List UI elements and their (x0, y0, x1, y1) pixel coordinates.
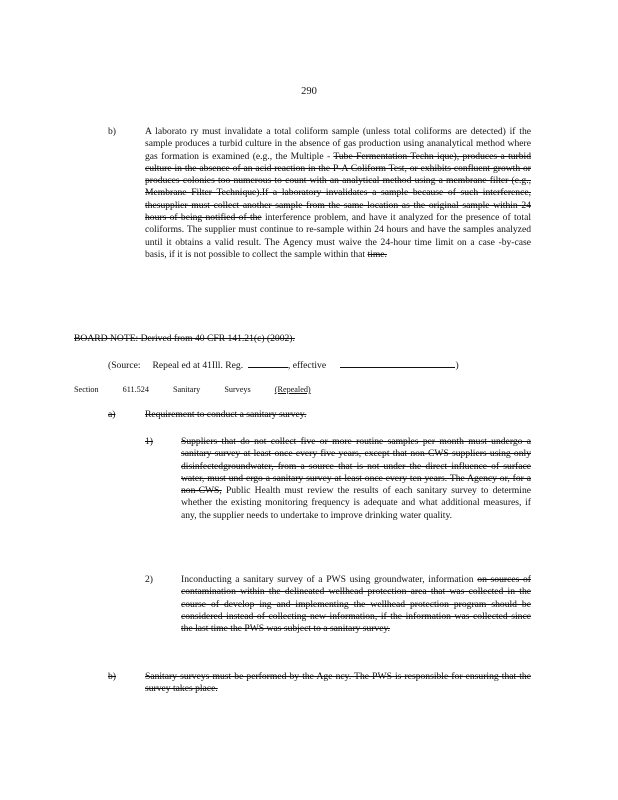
effective-date-blank (340, 358, 455, 368)
paragraph-a-text: Requirement to conduct a sanitary survey. (145, 409, 307, 420)
item-2-label: 2) (145, 574, 153, 585)
section-heading (74, 384, 374, 396)
paragraph-a-label: a) (108, 409, 116, 420)
item-2-text (181, 574, 531, 635)
item-1-text (181, 436, 531, 522)
paragraph-b-invalidation (145, 126, 531, 261)
source-note (108, 358, 528, 372)
source-open: (Source: (108, 360, 141, 371)
item-2-struck: on sources of contamination within the delineated wellhead protection area that was collected in the course of develop ing and implementing the wellhead protection program should be considered instead of collecting new information, if the information was collected since the last time the PWS was subject to a sanitary survey. (181, 574, 531, 635)
item-2-plain: Inconducting a sanitary survey of a PWS using groundwater, information (181, 574, 478, 585)
paragraph-b-text-b: interference problem, and have it analyzed for the presence of total coliforms. The supplier must continue to re-sample within 24 hours and have the samples analyzed until it obtains a valid result. The Agency must waive the 24-hour time limit on a case -by-case basis, if it is not possible to collect the sample within that (145, 212, 531, 260)
item-1-label: 1) (145, 436, 153, 447)
section-title-surveys: Surveys (224, 385, 251, 394)
source-close: ) (455, 360, 459, 371)
source-repeal-text: Repeal ed at 41Ill. Reg. (152, 360, 244, 371)
board-note: BOARD NOTE: Derived from 40 CFR 141.21(c) (2002). (74, 333, 295, 344)
paragraph-b2-text: Sanitary surveys must be performed by the Age ncy. The PWS is responsible for ensuring that the survey takes place. (145, 671, 531, 695)
page-number: 290 (301, 86, 317, 97)
item-1-struck: Suppliers that do not collect five or more routine samples per month must undergo a sanitary survey at least once every five years, except that non-CWS suppliers using only disinfectedgroundwater, from a source that is not under the direct influence of surface water, must und ergo a sanitary survey at least once every ten years. The Agency or, for a non-CWS, (181, 436, 531, 497)
item-1-plain: Public Health must review the results of each sanitary survey to determine whether the existing monitoring frequency is adequate and what additional measures, if any, the supplier needs to undertake to improve drinking water quality. (181, 485, 531, 521)
paragraph-b-struck-a: Tube Fermentation Techn ique), produces a turbid culture in the absence of an acid reaction in the P-A Coliform Test, or exhibits confluent growth or produces colonies too numerous to count with an analytical method using a membrane filter (e.g., Membrane Filter Technique).If a laboratory invalidates a sample because of such interference, thesupplier must collect another sample from the same location as the original sample within 24 hours of being notified of the (145, 150, 532, 224)
register-issue-blank (248, 358, 288, 368)
section-number: 611.524 (122, 385, 149, 394)
section-status-repealed: (Repealed) (274, 385, 311, 394)
section-word: Section (74, 385, 99, 394)
section-title-sanitary: Sanitary (172, 385, 201, 394)
paragraph-b2-label: b) (108, 671, 116, 682)
source-effective-text: , effective (287, 360, 327, 371)
paragraph-b-text-a: A laborato ry must invalidate a total coliform sample (unless total coliforms are detected) if the sample produces a turbid culture in the absence of gas production using ananalytical method where gas formation is examined (e.g., the Multiple - (145, 126, 531, 162)
paragraph-b-label: b) (108, 126, 116, 137)
paragraph-b-struck-b: time. (367, 248, 387, 260)
